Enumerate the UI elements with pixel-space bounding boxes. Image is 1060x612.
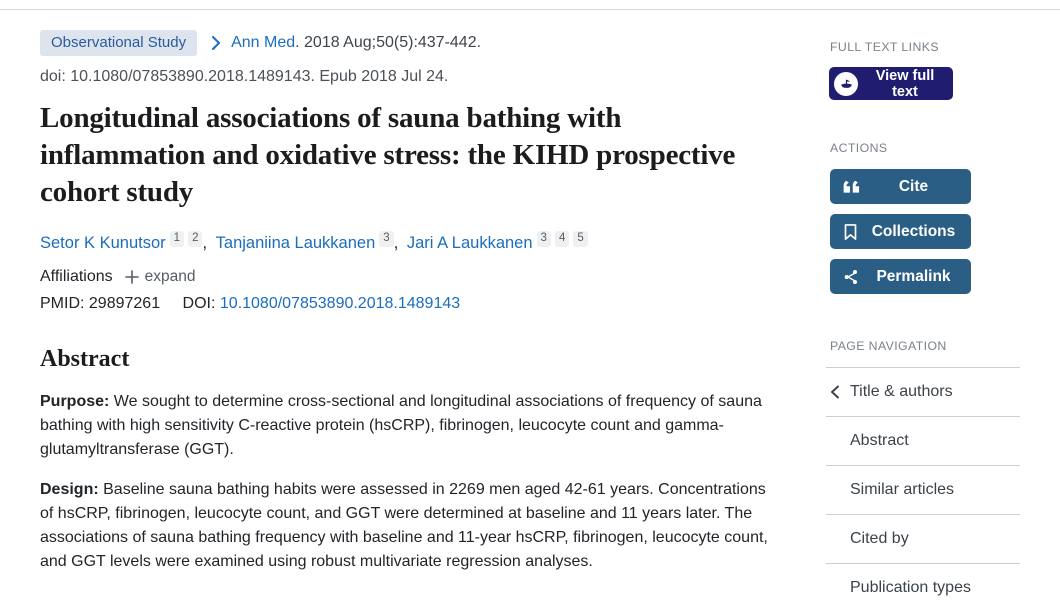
bookmark-icon	[843, 223, 858, 240]
nav-item-label: Cited by	[850, 530, 909, 547]
authors-list	[40, 232, 770, 254]
cite-button[interactable]	[830, 169, 971, 204]
ids-row	[40, 295, 770, 313]
affiliations-label: Affiliations	[40, 268, 113, 285]
journal-link[interactable]: Ann Med	[231, 34, 296, 51]
author-separator: ,	[393, 234, 403, 252]
affiliations-row	[40, 268, 770, 286]
abstract-body	[40, 390, 770, 574]
permalink-button[interactable]	[830, 259, 971, 294]
author-link[interactable]: Setor K Kunutsor	[40, 234, 166, 252]
paragraph-lead: Design:	[40, 481, 104, 498]
plus-icon	[125, 270, 139, 284]
doi-link[interactable]: 10.1080/07853890.2018.1489143	[219, 295, 461, 312]
page-navigation	[826, 367, 1020, 612]
quote-icon	[843, 180, 860, 194]
actions-label: ACTIONS	[830, 141, 888, 155]
action-button-label: Cite	[898, 177, 929, 195]
header-divider	[0, 9, 1060, 10]
doi-epub-line: doi: 10.1080/07853890.2018.1489143. Epub 2018 Jul 24.	[40, 68, 449, 85]
abstract-paragraph: Purpose: We sought to determine cross-sectional and longitudinal associations of frequency of sauna bathing with high sensitivity C-reactive protein (hsCRP), fibrinogen, leucocyte count and gamma-glutamyltransferase (GGT).	[40, 393, 762, 458]
nav-item-cited-by[interactable]	[826, 514, 1020, 563]
article-meta-row	[40, 30, 770, 56]
author-link[interactable]: Tanjaniina Laukkanen	[215, 234, 376, 252]
nav-item-label: Title & authors	[850, 383, 953, 400]
article-title: Longitudinal associations of sauna bathing with inflammation and oxidative stress: the KIHD prospective cohort study	[40, 102, 736, 208]
doi-label: DOI:	[182, 295, 216, 312]
journal-citation	[231, 34, 481, 52]
affiliation-superscript: 3	[379, 231, 393, 247]
affiliation-superscript: 1	[170, 231, 184, 247]
expand-affiliations-button[interactable]	[125, 268, 196, 286]
nav-item-label: Similar articles	[850, 481, 955, 498]
share-icon	[843, 268, 859, 285]
affiliation-superscript: 3	[537, 231, 551, 247]
page-navigation-label: PAGE NAVIGATION	[830, 339, 947, 353]
nav-item-label: Publication types	[850, 579, 971, 596]
nav-item-title-authors[interactable]	[826, 367, 1020, 416]
expand-label: expand	[144, 268, 196, 285]
pmid-value: 29897261	[88, 295, 161, 312]
paragraph-lead: Purpose:	[40, 393, 114, 410]
pmid-label: PMID:	[40, 295, 85, 312]
action-button-label: Collections	[871, 222, 956, 240]
author-link[interactable]: Jari A Laukkanen	[406, 234, 533, 252]
affiliation-superscript: 5	[573, 231, 587, 247]
author-separator: ,	[202, 234, 212, 252]
publisher-logo-icon	[834, 72, 858, 96]
collections-button[interactable]	[830, 214, 971, 249]
affiliation-superscript: 4	[555, 231, 569, 247]
view-full-text-label: View full text	[875, 67, 935, 100]
chevron-left-icon	[829, 385, 841, 399]
abstract-paragraph: Design: Baseline sauna bathing habits were assessed in 2269 men aged 42-61 years. Concentrations of hsCRP, fibrinogen, leucocyte count, and GGT were determined at baseline and 11 years later. The associations of sauna bathing frequency with baseline and 11-year hsCRP, fibrinogen, leucocyte count, and GGT levels were examined using robust multivariate regression analyses.	[40, 481, 768, 570]
nav-item-label: Abstract	[850, 432, 909, 449]
nav-item-publication-types[interactable]	[826, 563, 1020, 612]
action-button-label: Permalink	[876, 267, 951, 285]
nav-item-abstract[interactable]	[826, 416, 1020, 465]
article-main	[40, 30, 770, 590]
abstract-heading: Abstract	[40, 346, 130, 372]
full-text-links-label: FULL TEXT LINKS	[830, 40, 939, 54]
chevron-right-icon	[211, 36, 221, 50]
affiliation-superscript: 2	[188, 231, 202, 247]
nav-item-similar-articles[interactable]	[826, 465, 1020, 514]
view-full-text-button[interactable]	[829, 67, 953, 100]
publication-type-badge: Observational Study	[40, 30, 197, 56]
citation-text: . 2018 Aug;50(5):437-442.	[295, 34, 482, 51]
